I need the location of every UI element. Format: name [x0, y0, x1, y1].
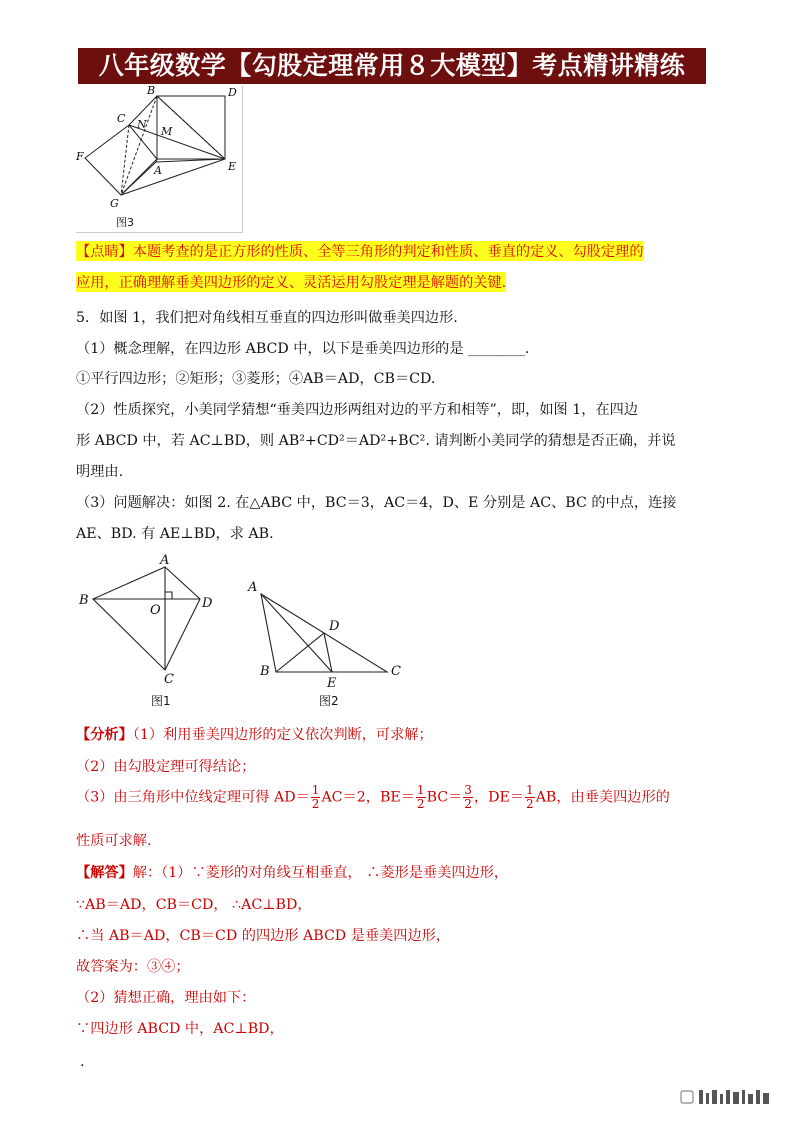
- fig3-label-e: E: [228, 160, 237, 173]
- q5-line-3: ①平行四边形；②矩形；③菱形；④AB＝AD，CB＝CD.: [76, 371, 436, 387]
- figure-1: [76, 552, 226, 712]
- fig2-label-c: C: [391, 664, 401, 679]
- fig2-label-b: B: [260, 664, 270, 679]
- answer-line-2: ∵AB＝AD，CB＝CD， ∴AC⊥BD，: [76, 897, 312, 913]
- q5-line-5: 形 ABCD 中，若 AC⊥BD，则 AB²+CD²＝AD²+BC². 请判断小美同学的猜想是否正确，并说: [76, 433, 676, 449]
- fig2-label-d: D: [329, 619, 340, 634]
- fig2-label-e: E: [327, 676, 337, 691]
- q5-line-7: （3）问题解决：如图 2. 在△ABC 中，BC＝3，AC＝4，D、E 分别是 AC、BC 的中点，连接: [76, 495, 677, 511]
- page-banner-title: 八年级数学【勾股定理常用８大模型】考点精讲精练: [78, 48, 706, 84]
- fraction-three-halves: $\frac{3}{2}$: [464, 783, 472, 811]
- answer-line-4: 故答案为：③④；: [76, 959, 190, 975]
- fig1-label-o: O: [150, 603, 161, 618]
- analysis-line-3: [76, 784, 670, 811]
- analysis-line-2: （2）由勾股定理可得结论；: [76, 759, 256, 775]
- figure-2: [242, 574, 412, 714]
- fig3-label-b: B: [147, 86, 156, 97]
- answer-line-3: ∴当 AB＝AD，CB＝CD 的四边形 ABCD 是垂美四边形，: [76, 928, 451, 944]
- figure-3-drawing: [76, 86, 242, 232]
- fraction-half-2: $\frac{1}{2}$: [416, 783, 425, 811]
- answer-text-1: 解：（1）∵菱形的对角线互相垂直， ∴菱形是垂美四边形，: [132, 865, 509, 881]
- tip-line-2: 应用，正确理解垂美四边形的定义、灵活运用勾股定理是解题的关键.: [76, 272, 506, 292]
- analysis-3c: BC＝: [426, 789, 463, 806]
- answer-line-1: [76, 862, 508, 882]
- fig3-label-m: M: [161, 125, 173, 138]
- fig1-caption: 图1: [151, 694, 171, 708]
- analysis-3b: AC＝2，BE＝: [321, 789, 415, 806]
- q5-line-1: 5．如图 1，我们把对角线相互垂直的四边形叫做垂美四边形.: [76, 310, 458, 326]
- fig3-label-f: F: [76, 150, 84, 163]
- answer-tag: 【解答】: [76, 865, 133, 881]
- q5-line-6: 明理由.: [76, 464, 124, 480]
- answer-line-7: .: [80, 1054, 85, 1070]
- answer-line-6: ∵四边形 ABCD 中，AC⊥BD，: [76, 1021, 284, 1037]
- figure-3: [76, 86, 243, 233]
- q5-line-8: AE、BD. 有 AE⊥BD，求 AB.: [76, 526, 274, 542]
- q5-line-2: （1）概念理解，在四边形 ABCD 中，以下是垂美四边形的是 ________.: [76, 341, 530, 357]
- fig2-caption: 图2: [319, 694, 339, 708]
- fig3-label-a: A: [154, 164, 162, 177]
- fraction-half-1: $\frac{1}{2}$: [311, 783, 320, 811]
- fig2-label-a: A: [248, 580, 258, 595]
- fig1-label-c: C: [164, 672, 174, 687]
- q5-line-4: （2）性质探究，小美同学猜想“垂美四边形两组对边的平方和相等”，即，如图 1，在四边: [76, 402, 639, 418]
- tip-line-1: 【点睛】本题考查的是正方形的性质、全等三角形的判定和性质、垂直的定义、勾股定理的: [76, 241, 644, 261]
- fig3-label-n: N: [137, 118, 147, 131]
- analysis-text-1: （1）利用垂美四边形的定义依次判断，可求解；: [132, 727, 433, 743]
- answer-line-5: （2）猜想正确，理由如下：: [76, 990, 256, 1006]
- fig1-label-a: A: [160, 553, 170, 568]
- fig1-label-d: D: [202, 596, 213, 611]
- analysis-line-4: 性质可求解.: [76, 833, 152, 849]
- analysis-3a: （3）由三角形中位线定理可得 AD＝: [76, 789, 310, 806]
- fraction-half-3: $\frac{1}{2}$: [526, 783, 534, 811]
- fig3-label-d: D: [228, 86, 237, 99]
- analysis-tag: 【分析】: [76, 727, 133, 743]
- fig3-label-c: C: [117, 112, 126, 125]
- analysis-line-1: [76, 724, 433, 744]
- fig1-label-b: B: [79, 593, 89, 608]
- fig3-caption: 图3: [116, 216, 134, 229]
- watermark-logo: [679, 1088, 779, 1106]
- analysis-3e: AB，由垂美四边形的: [535, 789, 670, 806]
- analysis-3d: ，DE＝: [473, 789, 525, 806]
- fig3-label-g: G: [110, 197, 119, 210]
